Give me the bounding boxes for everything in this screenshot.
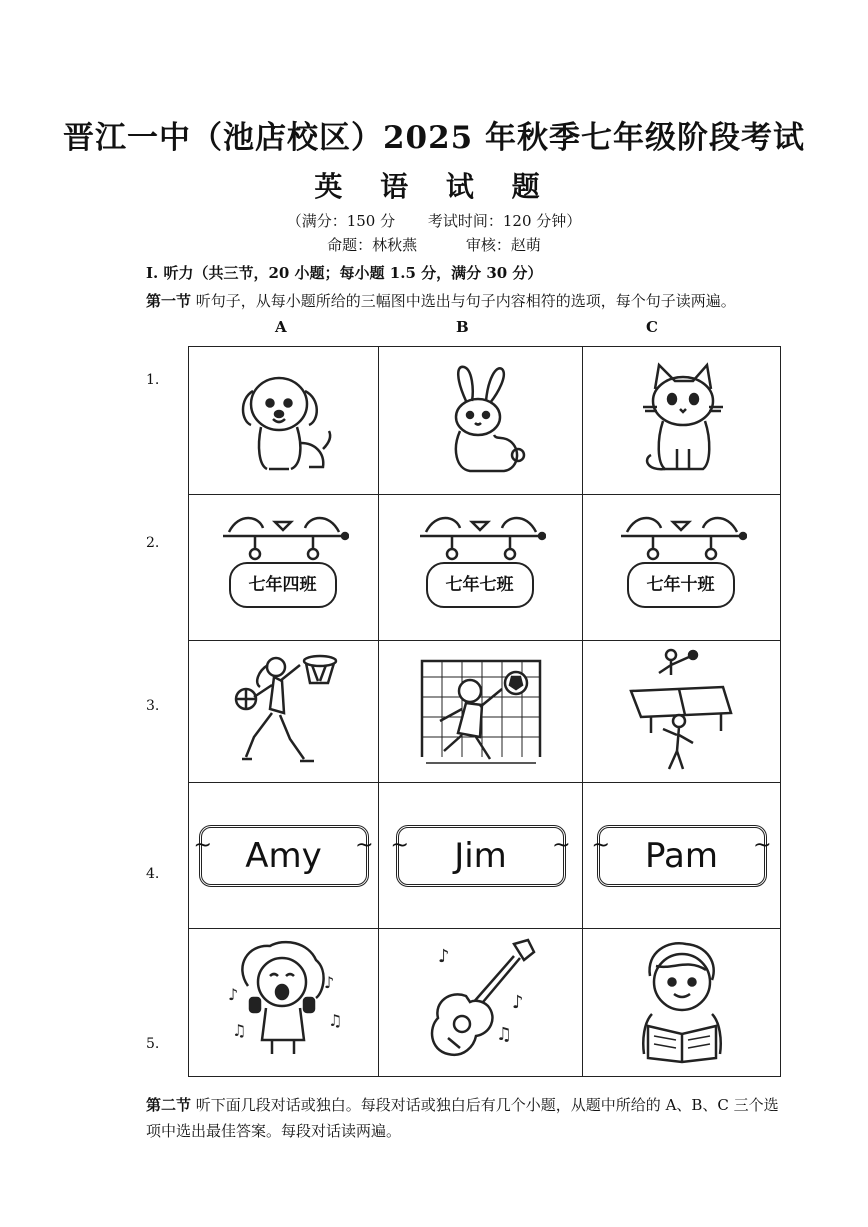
option-1b[interactable]: [379, 347, 583, 495]
question-number: 2.: [146, 535, 160, 551]
option-5c[interactable]: [583, 929, 781, 1077]
option-1c[interactable]: [583, 347, 781, 495]
column-header-b: B: [456, 318, 469, 336]
option-5b[interactable]: [379, 929, 583, 1077]
name-card: ~ Pam ~: [597, 825, 767, 887]
section2-instructions: [146, 1092, 786, 1144]
svg-text:♪: ♪: [511, 991, 523, 1013]
option-2b[interactable]: [379, 495, 583, 641]
column-header-c: C: [646, 318, 658, 336]
puppy-icon: [229, 359, 339, 479]
class-sign: [219, 506, 349, 626]
full-score: （满分：150 分: [286, 212, 396, 230]
section2-text: 听下面几段对话或独白。每段对话或独白后有几个小题，从题中所给的 A、B、C 三个选项中选出最佳答案。每段对话读两遍。: [146, 1096, 779, 1140]
name-card: ~ Amy ~: [199, 825, 369, 887]
exam-authors: [0, 234, 868, 255]
question-row-2: [189, 495, 781, 641]
sign-label: 七年七班: [426, 562, 534, 608]
table-tennis-icon: [627, 647, 737, 773]
exam-title: 晋江一中（池店校区）2025 年秋季七年级阶段考试: [62, 120, 806, 156]
soccer-goalkeeper-icon: [416, 647, 546, 773]
svg-text:♫: ♫: [231, 1020, 246, 1040]
exam-score-time: [0, 210, 868, 231]
section2-label: 第二节: [146, 1096, 192, 1114]
option-4a[interactable]: [189, 783, 379, 929]
name-card: ~ Jim ~: [396, 825, 566, 887]
option-2c[interactable]: [583, 495, 781, 641]
column-header-a: A: [275, 318, 287, 336]
rabbit-icon: [426, 359, 536, 479]
question-number: 3.: [146, 698, 160, 714]
guitar-icon: [416, 936, 546, 1066]
question-row-1: [189, 347, 781, 495]
question-number: 5.: [146, 1036, 160, 1052]
question-row-5: [189, 929, 781, 1077]
option-2a[interactable]: [189, 495, 379, 641]
option-1a[interactable]: [189, 347, 379, 495]
singing-girl-icon: [224, 936, 344, 1066]
svg-text:♫: ♫: [327, 1010, 342, 1030]
class-sign: [416, 506, 546, 626]
exam-subtitle: 英 语 试 题: [314, 170, 554, 203]
svg-text:♪: ♪: [437, 945, 449, 967]
option-3b[interactable]: [379, 641, 583, 783]
question-row-3: [189, 641, 781, 783]
kitten-icon: [627, 359, 737, 479]
option-3a[interactable]: [189, 641, 379, 783]
sign-label: 七年四班: [229, 562, 337, 608]
class-sign: [617, 506, 747, 626]
reviewer: 审核：赵萌: [465, 236, 541, 254]
option-4b[interactable]: [379, 783, 583, 929]
option-5a[interactable]: [189, 929, 379, 1077]
basketball-player-icon: [224, 647, 344, 773]
option-3c[interactable]: [583, 641, 781, 783]
part-heading: I. 听力（共三节，20 小题；每小题 1.5 分，满分 30 分）: [146, 264, 543, 282]
setter: 命题：林秋燕: [327, 236, 418, 254]
section1-label: 第一节: [146, 292, 192, 310]
svg-text:♪: ♪: [323, 972, 334, 992]
question-row-4: [189, 783, 781, 929]
sign-label: 七年十班: [627, 562, 735, 608]
picture-options-grid: [188, 346, 781, 1077]
question-number: 4.: [146, 866, 160, 882]
section1-text: 听句子，从每小题所给的三幅图中选出与句子内容相符的选项，每个句子读两遍。: [195, 292, 736, 310]
exam-time: 考试时间：120 分钟）: [427, 212, 582, 230]
section1-instructions: [146, 288, 786, 314]
boy-reading-icon: [622, 936, 742, 1066]
question-number: 1.: [146, 372, 160, 388]
svg-text:♪: ♪: [227, 984, 238, 1004]
option-4c[interactable]: [583, 783, 781, 929]
svg-text:♫: ♫: [495, 1023, 512, 1045]
